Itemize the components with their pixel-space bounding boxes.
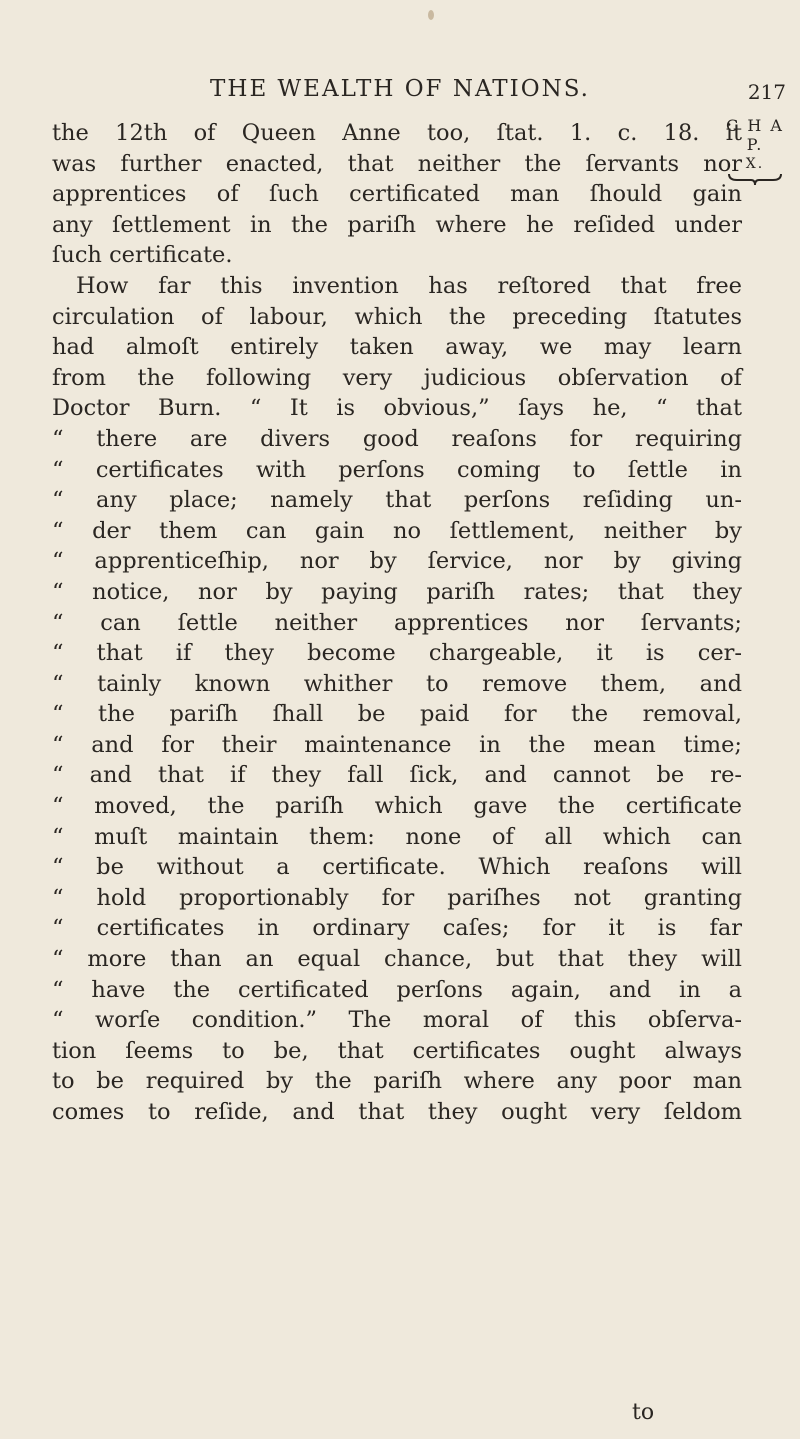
text-line: “ muſt maintain them: none of all which can bbox=[52, 823, 742, 850]
chapter-label: C H A P. bbox=[726, 116, 784, 154]
text-line: Doctor Burn. “ It is obvious,” ſays he, “ that bbox=[52, 395, 742, 422]
text-line: How far this invention has reſtored that free bbox=[76, 272, 742, 299]
text-line: “ certificates with perſons coming to ſettle in bbox=[52, 456, 742, 483]
text-line: “ have the certificated perſons again, and in a bbox=[52, 976, 742, 1003]
text-line: “ and that if they fall ſick, and cannot be re- bbox=[52, 762, 742, 789]
text-line: “ moved, the pariſh which gave the certificate bbox=[52, 793, 742, 820]
running-title: THE WEALTH OF NATIONS. bbox=[210, 76, 590, 102]
text-line: had almoſt entirely taken away, we may learn bbox=[52, 334, 742, 361]
text-line: “ any place; namely that perſons reſiding un- bbox=[52, 487, 742, 514]
text-line: any ſettlement in the pariſh where he reſided under bbox=[52, 211, 742, 238]
catchword: to bbox=[632, 1400, 655, 1425]
chapter-number: X. bbox=[745, 156, 765, 172]
text-line: “ notice, nor by paying pariſh rates; that they bbox=[52, 578, 742, 605]
text-line: “ and for their maintenance in the mean time; bbox=[52, 731, 742, 758]
text-line: was further enacted, that neither the ſervants nor bbox=[52, 150, 742, 177]
text-line: comes to reſide, and that they ought very ſeldom bbox=[52, 1099, 742, 1125]
text-line: to be required by the pariſh where any poor man bbox=[52, 1068, 742, 1095]
text-line: “ there are divers good reaſons for requiring bbox=[52, 425, 742, 452]
text-line: “ apprenticeſhip, nor by ſervice, nor by giving bbox=[52, 548, 742, 575]
text-line: “ worſe condition.” The moral of this obſerva- bbox=[52, 1007, 742, 1034]
text-line: “ can ſettle neither apprentices nor ſervants; bbox=[52, 609, 742, 636]
text-line: apprentices of ſuch certificated man ſhould gain bbox=[52, 181, 742, 208]
ink-blot bbox=[428, 10, 434, 20]
text-line: circulation of labour, which the preceding ſtatutes bbox=[52, 303, 742, 330]
page-number: 217 bbox=[747, 80, 786, 104]
text-line: “ tainly known whither to remove them, and bbox=[52, 670, 742, 697]
text-line: the 12th of Queen Anne too, ſtat. 1. c. 18. it bbox=[52, 120, 742, 146]
text-line: tion ſeems to be, that certificates ought always bbox=[52, 1037, 742, 1064]
text-line: ſuch certificate. bbox=[52, 242, 233, 269]
body-text bbox=[52, 118, 742, 1128]
text-line: from the following very judicious obſervation of bbox=[52, 364, 742, 391]
text-line: “ certificates in ordinary caſes; for it is far bbox=[52, 915, 742, 942]
text-line: “ that if they become chargeable, it is cer- bbox=[52, 640, 742, 667]
text-line: “ the pariſh ſhall be paid for the removal, bbox=[52, 701, 742, 728]
text-line: “ hold proportionably for pariſhes not granting bbox=[52, 884, 742, 911]
text-line: “ der them can gain no ſettlement, neither by bbox=[52, 517, 742, 544]
text-line: “ more than an equal chance, but that they will bbox=[52, 946, 742, 973]
text-line: “ be without a certificate. Which reaſons will bbox=[52, 854, 742, 881]
